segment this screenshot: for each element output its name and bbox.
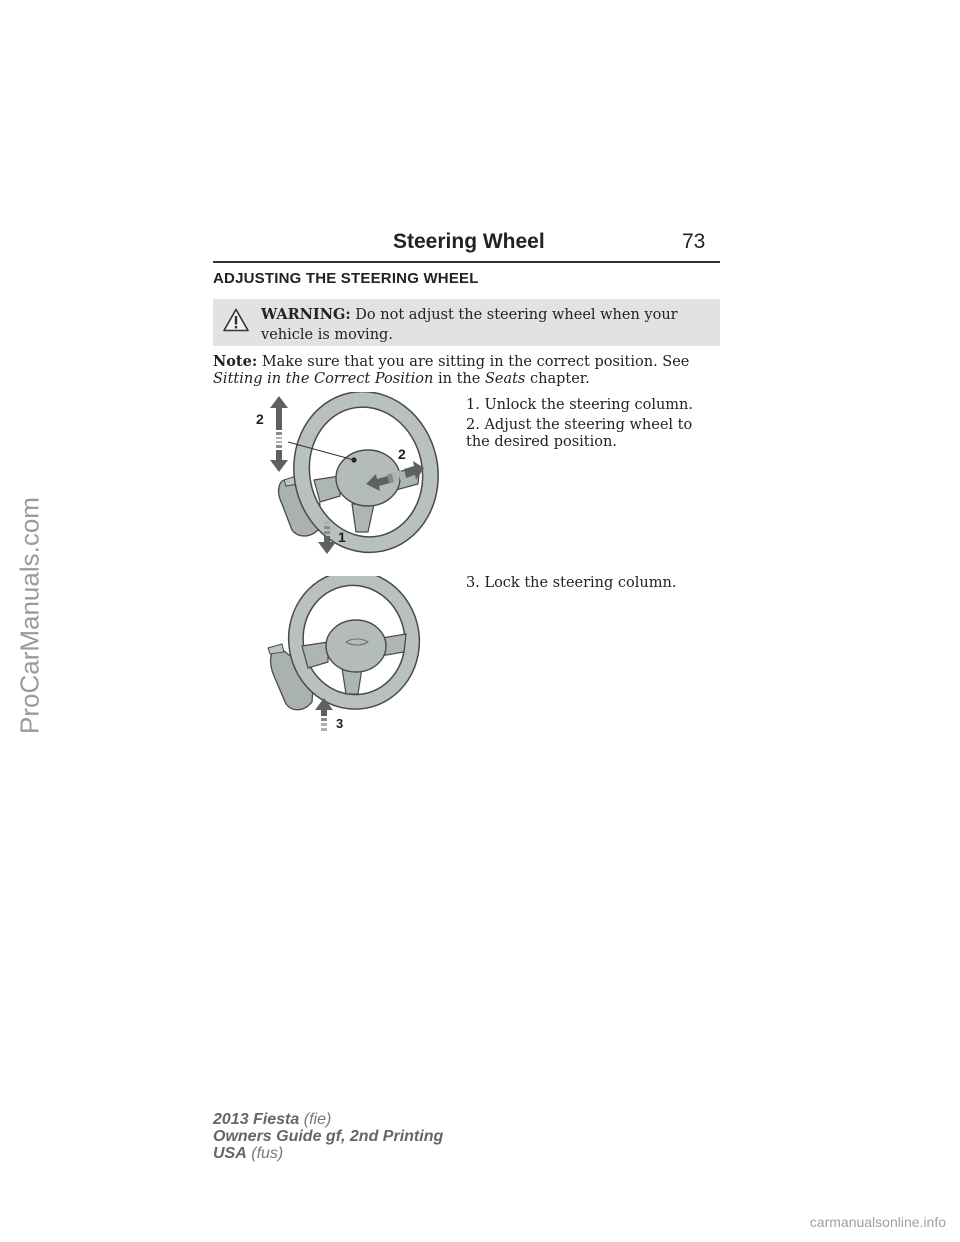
footer-model-code: (fie) bbox=[303, 1111, 332, 1128]
footer-market-code: (fus) bbox=[251, 1145, 284, 1162]
wheel-spoke-bottom bbox=[352, 504, 374, 532]
steering-adjust-figure bbox=[248, 392, 448, 560]
tilt-arrow-icon bbox=[270, 396, 288, 472]
step-2: 2. Adjust the steering wheel to the desired position. bbox=[466, 417, 693, 450]
note-reference-seats: Seats bbox=[484, 371, 526, 387]
footer-line-3 bbox=[213, 1145, 443, 1162]
callout-lock-label: 3 bbox=[336, 716, 344, 731]
note-text-1: Make sure that you are sitting in the correct position. See bbox=[261, 354, 690, 370]
footer-market: USA bbox=[213, 1145, 247, 1162]
footer-line-2 bbox=[213, 1128, 443, 1145]
document-footer bbox=[213, 1111, 443, 1162]
page-number: 73 bbox=[682, 230, 706, 253]
bottom-watermark: carmanualsonline.info bbox=[809, 1214, 946, 1230]
footer-line-1 bbox=[213, 1111, 443, 1128]
warning-triangle-icon bbox=[223, 308, 249, 332]
warning-text bbox=[261, 305, 713, 345]
footer-guide: Owners Guide gf, 2nd Printing bbox=[213, 1128, 444, 1145]
step-3: 3. Lock the steering column. bbox=[466, 575, 677, 591]
note-text-3: chapter. bbox=[529, 371, 590, 387]
note-reference-sitting: Sitting in the Correct Position bbox=[213, 371, 434, 387]
warning-body: Do not adjust the steering wheel when your vehicle is moving. bbox=[261, 307, 678, 343]
section-heading: ADJUSTING THE STEERING WHEEL bbox=[213, 270, 479, 287]
step-1: 1. Unlock the steering column. bbox=[466, 397, 693, 413]
footer-model: 2013 Fiesta bbox=[213, 1111, 300, 1128]
callout-unlock-label: 1 bbox=[338, 529, 346, 545]
callout-tilt-label: 2 bbox=[256, 411, 264, 427]
warning-box bbox=[213, 299, 720, 346]
note-label: Note: bbox=[213, 353, 258, 370]
steering-lock-figure bbox=[258, 576, 428, 738]
side-watermark: ProCarManuals.com bbox=[14, 497, 45, 734]
note-paragraph bbox=[213, 353, 720, 388]
callout-telescope-label: 2 bbox=[398, 446, 406, 462]
note-text-2: in the bbox=[437, 371, 481, 387]
warning-label: WARNING: bbox=[261, 306, 351, 323]
wheel-hub-2 bbox=[326, 620, 386, 672]
stalk-2 bbox=[268, 644, 284, 654]
chapter-title: Steering Wheel bbox=[393, 230, 545, 253]
header-rule bbox=[213, 261, 720, 263]
